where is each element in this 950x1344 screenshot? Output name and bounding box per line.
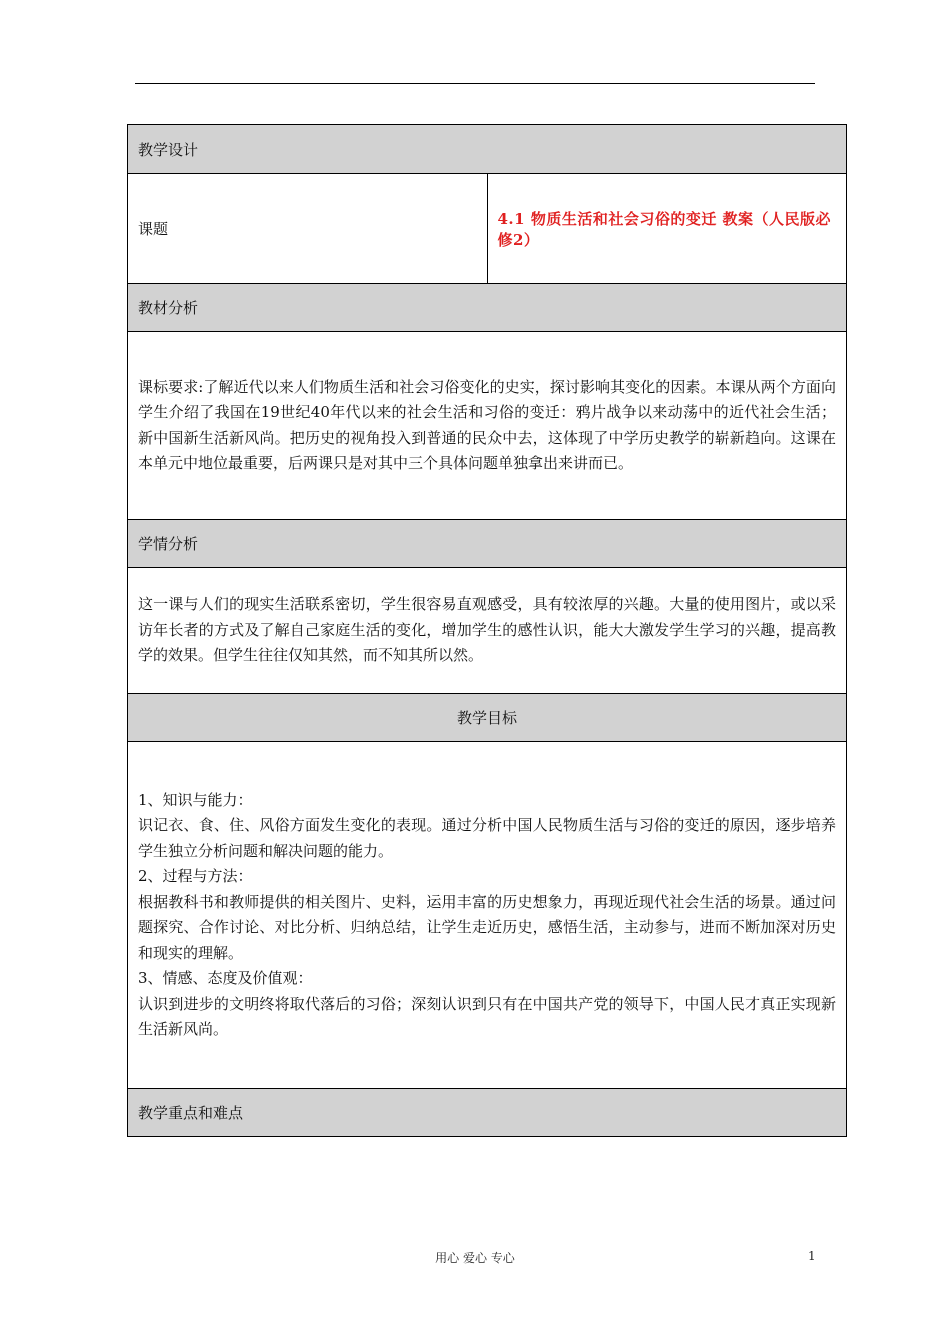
topic-value: 4.1 物质生活和社会习俗的变迁 教案（人民版必修2） <box>487 174 847 284</box>
material-text: 课标要求:了解近代以来人们物质生活和社会习俗变化的史实，探讨影响其变化的因素。本课从两个方面向学生介绍了我国在19世纪40年代以来的社会生活和习俗的变迁：鸦片战争以来动荡中的近代社会生活；新中国新生活新风尚。把历史的视角投入到普通的民众中去，这体现了中学历史教学的崭新趋向。这课在本单元中地位最重要，后两课只是对其中三个具体问题单独拿出来讲而已。 <box>128 332 847 520</box>
page-number: 1 <box>808 1249 816 1263</box>
goal-3-title: 3、情感、态度及价值观： <box>138 969 313 987</box>
header-rule <box>135 83 815 84</box>
row-student-header <box>128 520 847 568</box>
row-topic <box>128 174 847 284</box>
row-student-body <box>128 568 847 694</box>
goals-label: 教学目标 <box>128 694 847 742</box>
row-keypoints-header <box>128 1089 847 1137</box>
footer-motto: 用心 爱心 专心 <box>435 1251 515 1265</box>
goal-2-title: 2、过程与方法： <box>138 867 253 885</box>
row-design <box>128 125 847 174</box>
row-material-header <box>128 284 847 332</box>
goal-1-text: 识记衣、食、住、风俗方面发生变化的表现。通过分析中国人民物质生活与习俗的变迁的原因，逐步培养学生独立分析问题和解决问题的能力。 <box>138 816 836 860</box>
row-goals-body <box>128 742 847 1089</box>
material-label: 教材分析 <box>128 284 847 332</box>
goal-2-text: 根据教科书和教师提供的相关图片、史料，运用丰富的历史想象力，再现近现代社会生活的场景。通过问题探究、合作讨论、对比分析、归纳总结，让学生走近历史，感悟生活，主动参与，进而不断加深对历史和现实的理解。 <box>138 892 836 962</box>
design-label: 教学设计 <box>128 125 847 174</box>
student-text: 这一课与人们的现实生活联系密切，学生很容易直观感受，具有较浓厚的兴趣。大量的使用图片，或以采访年长者的方式及了解自己家庭生活的变化，增加学生的感性认识，能大大激发学生学习的兴趣，提高教学的效果。但学生往往仅知其然，而不知其所以然。 <box>128 568 847 694</box>
student-label: 学情分析 <box>128 520 847 568</box>
keypoints-label: 教学重点和难点 <box>128 1089 847 1137</box>
lesson-plan-table <box>127 124 847 1137</box>
goal-1-title: 1、知识与能力： <box>138 790 253 809</box>
row-goals-header <box>128 694 847 742</box>
topic-label: 课题 <box>128 174 488 284</box>
goal-3-text: 认识到进步的文明终将取代落后的习俗；深刻认识到只有在中国共产党的领导下，中国人民才真正实现新生活新风尚。 <box>138 994 836 1038</box>
goals-content <box>128 742 847 1089</box>
row-material-body <box>128 332 847 520</box>
